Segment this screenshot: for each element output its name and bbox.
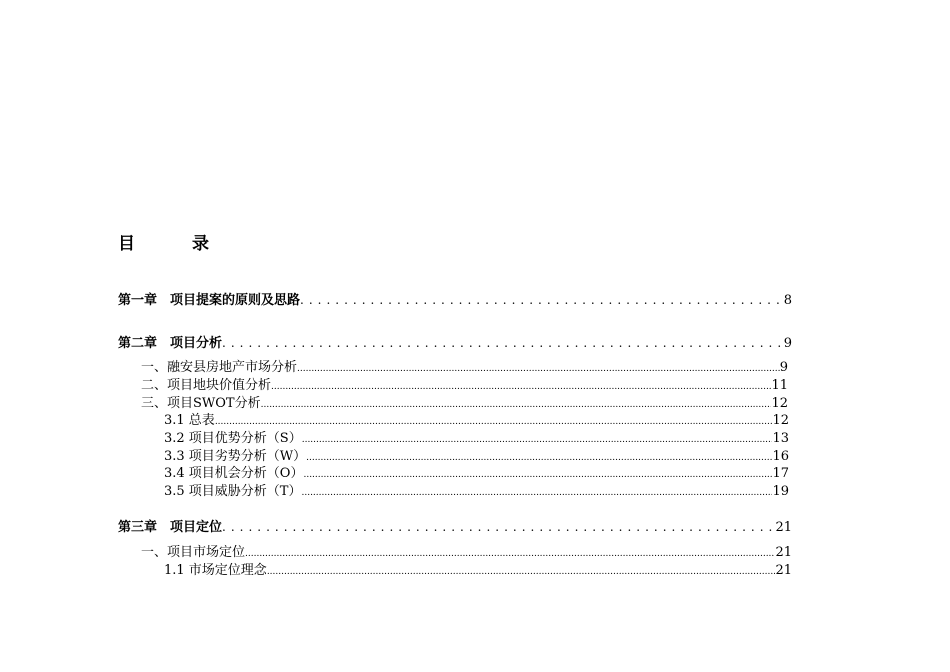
toc-chapter-3[interactable] bbox=[118, 518, 792, 536]
toc-leader-dots bbox=[271, 378, 771, 396]
toc-entry[interactable] bbox=[164, 562, 792, 580]
toc-leader-dots bbox=[297, 360, 780, 378]
toc-page-number: 21 bbox=[775, 563, 792, 578]
toc-title: 目 录 bbox=[118, 234, 229, 254]
toc-leader-dots bbox=[215, 413, 773, 431]
toc-entry[interactable] bbox=[141, 544, 792, 562]
toc-entry-label: 一、融安县房地产市场分析 bbox=[141, 360, 298, 375]
toc-leader-dots bbox=[222, 518, 775, 536]
toc-entry[interactable] bbox=[164, 430, 789, 448]
toc-page-number: 21 bbox=[775, 545, 792, 560]
toc-page-number: 12 bbox=[772, 413, 789, 428]
toc-entry[interactable] bbox=[141, 359, 788, 377]
toc-entry[interactable] bbox=[164, 448, 789, 466]
toc-entry[interactable] bbox=[164, 412, 789, 430]
toc-page-number: 8 bbox=[783, 293, 792, 308]
toc-entry[interactable] bbox=[164, 483, 789, 501]
toc-entry-label: 3.4 项目机会分析（O） bbox=[164, 466, 304, 481]
toc-entry-label: 一、项目市场定位 bbox=[141, 545, 246, 560]
toc-entry-label: 3.1 总表 bbox=[164, 413, 215, 428]
toc-entry-label: 3.5 项目威胁分析（T） bbox=[164, 484, 302, 499]
toc-page-number: 21 bbox=[775, 520, 792, 535]
toc-entry-label: 三、项目SWOT分析 bbox=[141, 396, 261, 411]
toc-chapter-2[interactable] bbox=[118, 334, 792, 352]
toc-leader-dots bbox=[301, 484, 772, 502]
toc-leader-dots bbox=[222, 334, 784, 352]
toc-leader-dots bbox=[303, 466, 772, 484]
toc-entry[interactable] bbox=[164, 465, 789, 483]
toc-chapter-label: 第一章 项目提案的原则及思路 bbox=[118, 293, 301, 308]
toc-chapter-1[interactable] bbox=[118, 291, 792, 309]
toc-leader-dots bbox=[302, 431, 773, 449]
toc-page-number: 19 bbox=[772, 484, 789, 499]
toc-leader-dots bbox=[300, 291, 784, 309]
toc-page-number: 13 bbox=[772, 431, 789, 446]
toc-entry-label: 3.3 项目劣势分析（W） bbox=[164, 449, 307, 464]
toc-chapter-label: 第三章 项目定位 bbox=[118, 520, 223, 535]
toc-entry[interactable] bbox=[141, 377, 788, 395]
toc-page-number: 9 bbox=[779, 360, 788, 375]
toc-page-number: 17 bbox=[772, 466, 789, 481]
toc-page-number: 9 bbox=[783, 336, 792, 351]
toc-page-number: 16 bbox=[772, 449, 789, 464]
toc-entry[interactable] bbox=[141, 395, 788, 413]
toc-entry-label: 3.2 项目优势分析（S） bbox=[164, 431, 302, 446]
toc-leader-dots bbox=[267, 563, 776, 581]
toc-page-number: 11 bbox=[771, 378, 788, 393]
toc-page-number: 12 bbox=[771, 396, 788, 411]
toc-entry-label: 二、项目地块价值分析 bbox=[141, 378, 272, 393]
toc-chapter-label: 第二章 项目分析 bbox=[118, 336, 223, 351]
toc-entry-label: 1.1 市场定位理念 bbox=[164, 563, 267, 578]
toc-leader-dots bbox=[245, 545, 775, 563]
